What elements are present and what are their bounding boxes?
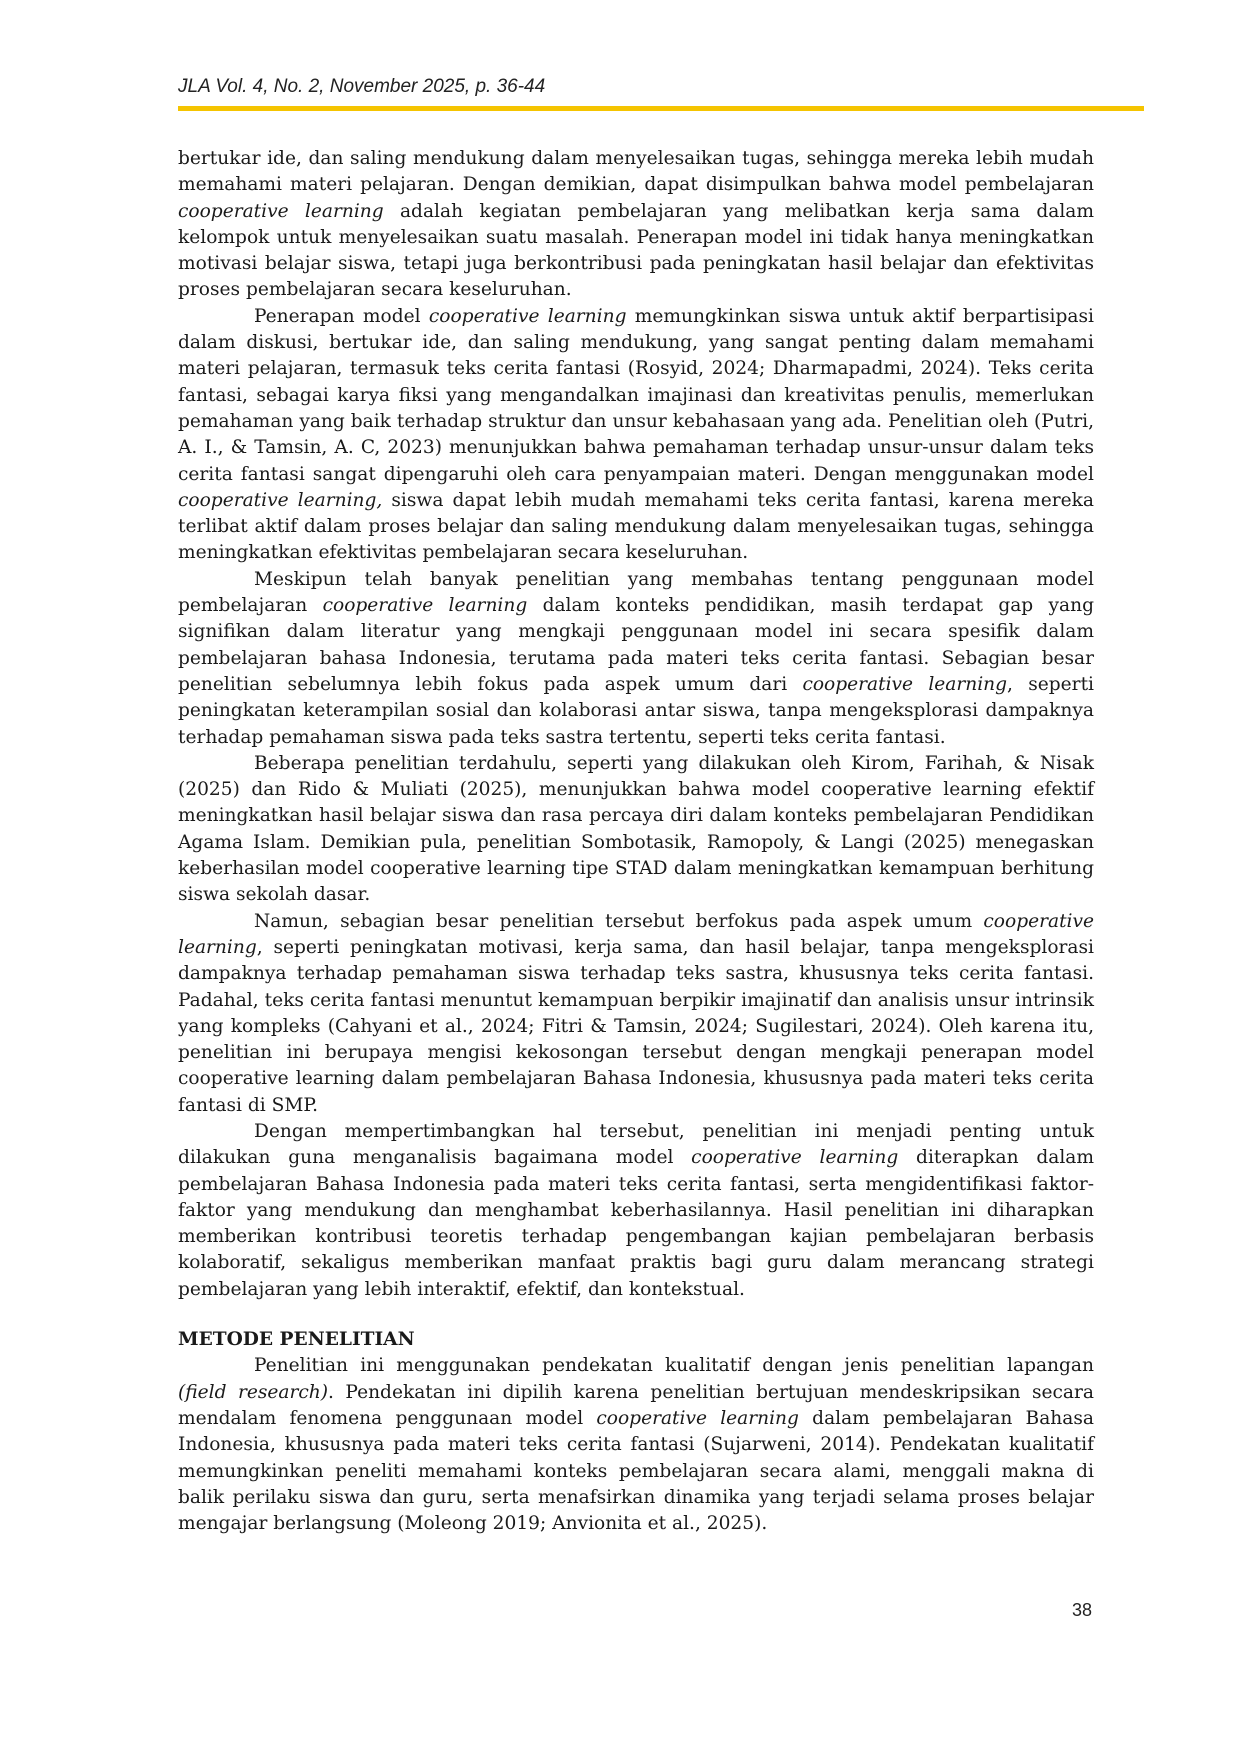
italic-term: cooperative learning bbox=[596, 1407, 799, 1429]
italic-term: cooperative learning, bbox=[178, 489, 383, 511]
italic-term: cooperative learning bbox=[178, 200, 384, 222]
text-run: Namun, sebagian besar penelitian tersebut berfokus pada aspek umum bbox=[254, 910, 984, 932]
text-run: Dengan mempertimbangkan hal tersebut, penelitian ini menjadi penting untuk dilakukan guna menganalisis bagaimana model bbox=[178, 1120, 1094, 1169]
paragraph bbox=[178, 909, 1094, 1119]
text-run: bertukar ide, dan saling mendukung dalam menyelesaikan tugas, sehingga mereka lebih mudah memahami materi pelajaran. Dengan demikian, dapat disimpulkan bahwa model pembelajaran bbox=[178, 148, 1094, 196]
italic-term: cooperative learning bbox=[802, 673, 1008, 695]
text-run: siswa dapat lebih mudah memahami teks cerita fantasi, karena mereka terlibat aktif dalam proses belajar dan saling mendukung dalam menyelesaikan tugas, sehingga meningkatkan efektivitas pembelajaran secara keseluruhan. bbox=[178, 489, 1094, 564]
italic-term: cooperative learning bbox=[428, 305, 627, 327]
text-run: Penerapan model bbox=[254, 305, 429, 327]
paragraph bbox=[178, 1353, 1094, 1537]
text-run: . Pendekatan ini dipilih karena penelitian bertujuan mendeskripsikan secara mendalam fenomena penggunaan model bbox=[178, 1381, 1094, 1429]
text-run: adalah kegiatan pembelajaran yang melibatkan kerja sama dalam kelompok untuk menyelesaikan suatu masalah. Penerapan model ini tidak hanya meningkatkan motivasi belajar siswa, tetapi juga berkontribusi pada peningkatan hasil belajar dan efektivitas proses pembelajaran secara keseluruhan. bbox=[178, 200, 1095, 301]
text-run: diterapkan dalam pembelajaran Bahasa Indonesia pada materi teks cerita fantasi, serta mengidentifikasi faktor-faktor yang mendukung dan menghambat keberhasilannya. Hasil penelitian ini diharapkan memberikan kontribusi teoretis terhadap pengembangan kajian pembelajaran berbasis kolaboratif, sekaligus memberikan manfaat praktis bagi guru dalam merancang strategi pembelajaran yang lebih interaktif, efektif, dan kontekstual. bbox=[178, 1147, 1094, 1300]
paragraph bbox=[178, 751, 1094, 909]
text-run: Penelitian ini menggunakan pendekatan kualitatif dengan jenis penelitian lapangan bbox=[254, 1355, 1094, 1377]
text-run: memungkinkan siswa untuk aktif berpartisipasi dalam diskusi, bertukar ide, dan saling mendukung, yang sangat penting dalam memahami materi pelajaran, termasuk teks cerita fantasi (Rosyid, 2024; Dharmapadmi, 2024). Teks cerita fantasi, sebagai karya fiksi yang mengandalkan imajinasi dan kreativitas penulis, memerlukan pemahaman yang baik terhadap struktur dan unsur kebahasaan yang ada. Penelitian oleh (Putri, A. I., & Tamsin, A. C, 2023) menunjukkan bahwa pemahaman terhadap unsur-unsur dalam teks cerita fantasi sangat dipengaruhi oleh cara penyampaian materi. Dengan menggunakan model bbox=[178, 305, 1094, 485]
text-run: , seperti peningkatan keterampilan sosial dan kolaborasi antar siswa, tanpa mengeksplorasi dampaknya terhadap pemahaman siswa pada teks sastra tertentu, seperti teks cerita fantasi. bbox=[178, 673, 1094, 748]
italic-term: cooperative learning bbox=[322, 595, 528, 617]
intro-section bbox=[178, 146, 1094, 1303]
text-run: Meskipun telah banyak penelitian yang membahas tentang penggunaan model pembelajaran bbox=[178, 568, 1094, 617]
italic-term: cooperative learning bbox=[178, 910, 1094, 958]
article-body bbox=[178, 146, 1094, 1537]
paragraph bbox=[178, 146, 1094, 304]
header-rule bbox=[178, 106, 1144, 111]
italic-term: cooperative learning bbox=[691, 1147, 899, 1169]
running-header: JLA Vol. 4, No. 2, November 2025, p. 36-44 bbox=[178, 76, 546, 97]
text-run: Beberapa penelitian terdahulu, seperti yang dilakukan oleh Kirom, Farihah, & Nisak (2025) dan Rido & Muliati (2025), menunjukkan bahwa model cooperative learning efektif meningkatkan hasil belajar siswa dan rasa percaya diri dalam konteks pembelajaran Pendidikan Agama Islam. Demikian pula, penelitian Sombotasik, Ramopoly, & Langi (2025) menegaskan keberhasilan model cooperative learning tipe STAD dalam meningkatkan kemampuan berhitung siswa sekolah dasar. bbox=[178, 752, 1094, 906]
paragraph bbox=[178, 1119, 1094, 1303]
paragraph bbox=[178, 567, 1094, 751]
page-number: 38 bbox=[1072, 1600, 1093, 1620]
paragraph bbox=[178, 304, 1094, 567]
section-heading: METODE PENELITIAN bbox=[178, 1329, 415, 1351]
text-run: dalam konteks pendidikan, masih terdapat gap yang signifikan dalam literatur yang mengkaji penggunaan model ini secara spesifik dalam pembelajaran bahasa Indonesia, terutama pada materi teks cerita fantasi. Sebagian besar penelitian sebelumnya lebih fokus pada aspek umum dari bbox=[178, 595, 1094, 695]
method-section bbox=[178, 1353, 1094, 1537]
text-run: , seperti peningkatan motivasi, kerja sama, dan hasil belajar, tanpa mengeksplorasi dampaknya terhadap pemahaman siswa terhadap teks sastra, khususnya teks cerita fantasi. Padahal, teks cerita fantasi menuntut kemampuan berpikir imajinatif dan analisis unsur intrinsik yang kompleks (Cahyani et al., 2024; Fitri & Tamsin, 2024; Sugilestari, 2024). Oleh karena itu, penelitian ini berupaya mengisi kekosongan tersebut dengan mengkaji penerapan model cooperative learning dalam pembelajaran Bahasa Indonesia, khususnya pada materi teks cerita fantasi di SMP. bbox=[178, 936, 1094, 1116]
text-run: dalam pembelajaran Bahasa Indonesia, khususnya pada materi teks cerita fantasi (Sujarweni, 2014). Pendekatan kualitatif memungkinkan peneliti memahami konteks pembelajaran secara alami, menggali makna di balik perilaku siswa dan guru, serta menafsirkan dinamika yang terjadi selama proses belajar mengajar berlangsung (Moleong 2019; Anvionita et al., 2025). bbox=[178, 1407, 1094, 1535]
italic-term: (field research) bbox=[178, 1381, 329, 1403]
